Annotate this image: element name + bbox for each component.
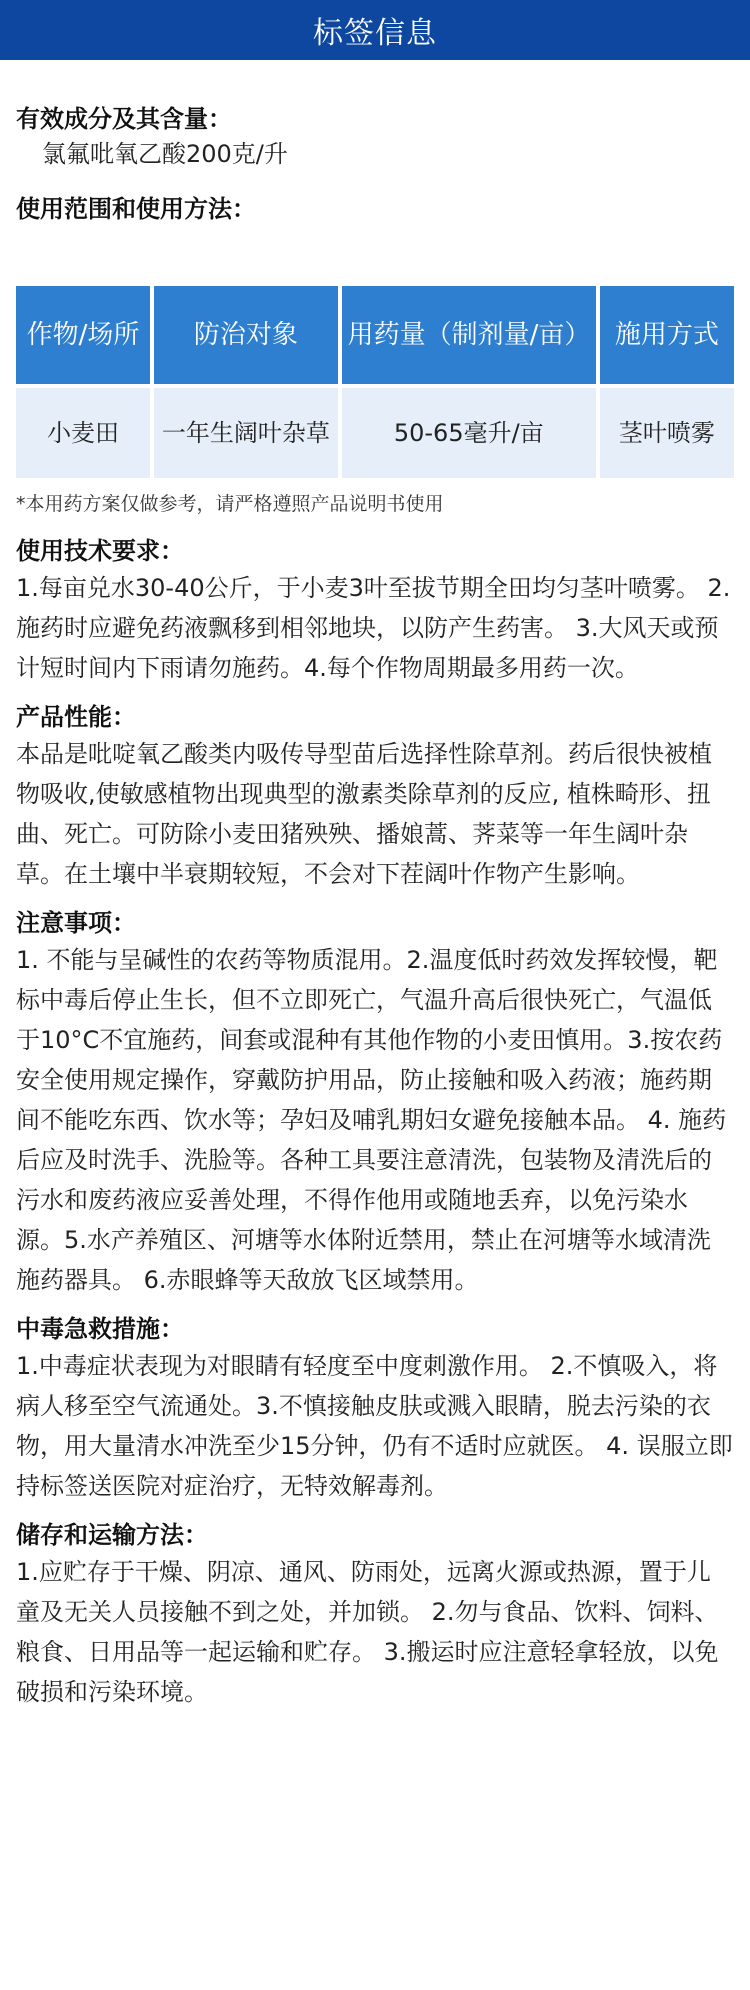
section-storage: [16, 1518, 734, 1712]
table-row: [16, 388, 734, 478]
page-title: 标签信息: [313, 16, 437, 51]
cell-crop: 小麦田: [16, 388, 150, 478]
dosage-note: *本用药方案仅做参考，请严格遵照产品说明书使用: [16, 493, 444, 515]
section-tech-requirements: [16, 534, 734, 688]
cell-dosage: 50-65毫升/亩: [342, 388, 596, 478]
column-header-crop: 作物/场所: [16, 286, 150, 384]
section-body: 1. 不能与呈碱性的农药等物质混用。2.温度低时药效发挥较慢，靶标中毒后停止生长，但不立即死亡，气温升高后很快死亡，气温低于10°C不宜施药，间套或混种有其他作物的小麦田慎用。3.按农药安全使用规定操作，穿戴防护用品，防止接触和吸入药液；施药期间不能吃东西、饮水等；孕妇及哺乳期妇女避免接触本品。 4. 施药后应及时洗手、洗脸等。各种工具要注意清洗，包装物及清洗后的污水和废药液应妥善处理，不得作他用或随地丢弃，以免污染水源。5.水产养殖区、河塘等水体附近禁用，禁止在河塘等水域清洗施药器具。 6.赤眼蜂等天敌放飞区域禁用。: [16, 946, 727, 1294]
section-title: 使用技术要求：: [16, 537, 184, 565]
section-performance: [16, 700, 734, 894]
label-info-header: [0, 0, 750, 60]
table-header-row: [16, 286, 734, 384]
section-body: 本品是吡啶氧乙酸类内吸传导型苗后选择性除草剂。药后很快被植物吸收,使敏感植物出现典型的激素类除草剂的反应, 植株畸形、扭曲、死亡。可防除小麦田猪殃殃、播娘蒿、荠菜等一年生阔叶杂草。在土壤中半衰期较短，不会对下茬阔叶作物产生影响。: [16, 740, 712, 888]
section-first-aid: [16, 1312, 734, 1506]
section-precautions: [16, 906, 734, 1300]
section-title: 储存和运输方法：: [16, 1521, 208, 1549]
section-title: 注意事项：: [16, 909, 136, 937]
column-header-method: 施用方式: [600, 286, 734, 384]
section-active-ingredient: [16, 102, 734, 172]
section-title: 有效成分及其含量：: [16, 105, 232, 133]
label-content: [0, 102, 750, 1712]
section-body: 1.应贮存于干燥、阴凉、通风、防雨处，远离火源或热源，置于儿童及无关人员接触不到之处，并加锁。 2.勿与食品、饮料、饲料、粮食、日用品等一起运输和贮存。 3.搬运时应注意轻拿轻放，以免破损和污染环境。: [16, 1558, 719, 1706]
column-header-dosage: 用药量（制剂量/亩）: [342, 286, 596, 384]
cell-target: 一年生阔叶杂草: [154, 388, 338, 478]
column-header-target: 防治对象: [154, 286, 338, 384]
section-body: 1.中毒症状表现为对眼睛有轻度至中度刺激作用。 2.不慎吸入，将病人移至空气流通处。3.不慎接触皮肤或溅入眼睛，脱去污染的衣物，用大量清水冲洗至少15分钟，仍有不适时应就医。 4. 误服立即持标签送医院对症治疗，无特效解毒剂。: [16, 1352, 733, 1500]
active-ingredient-value: 氯氟吡氧乙酸200克/升: [42, 140, 288, 168]
dosage-table-wrap: [16, 282, 734, 518]
cell-method: 茎叶喷雾: [600, 388, 734, 478]
section-body: 1.每亩兑水30-40公斤，于小麦3叶至拔节期全田均匀茎叶喷雾。 2. 施药时应避免药液飘移到相邻地块，以防产生药害。 3.大风天或预计短时间内下雨请勿施药。4.每个作物周期最多用药一次。: [16, 574, 731, 682]
dosage-table: [12, 282, 738, 482]
section-title: 产品性能：: [16, 703, 136, 731]
section-title: 使用范围和使用方法：: [16, 195, 256, 223]
section-title: 中毒急救措施：: [16, 1315, 184, 1343]
section-usage-scope: [16, 192, 734, 226]
